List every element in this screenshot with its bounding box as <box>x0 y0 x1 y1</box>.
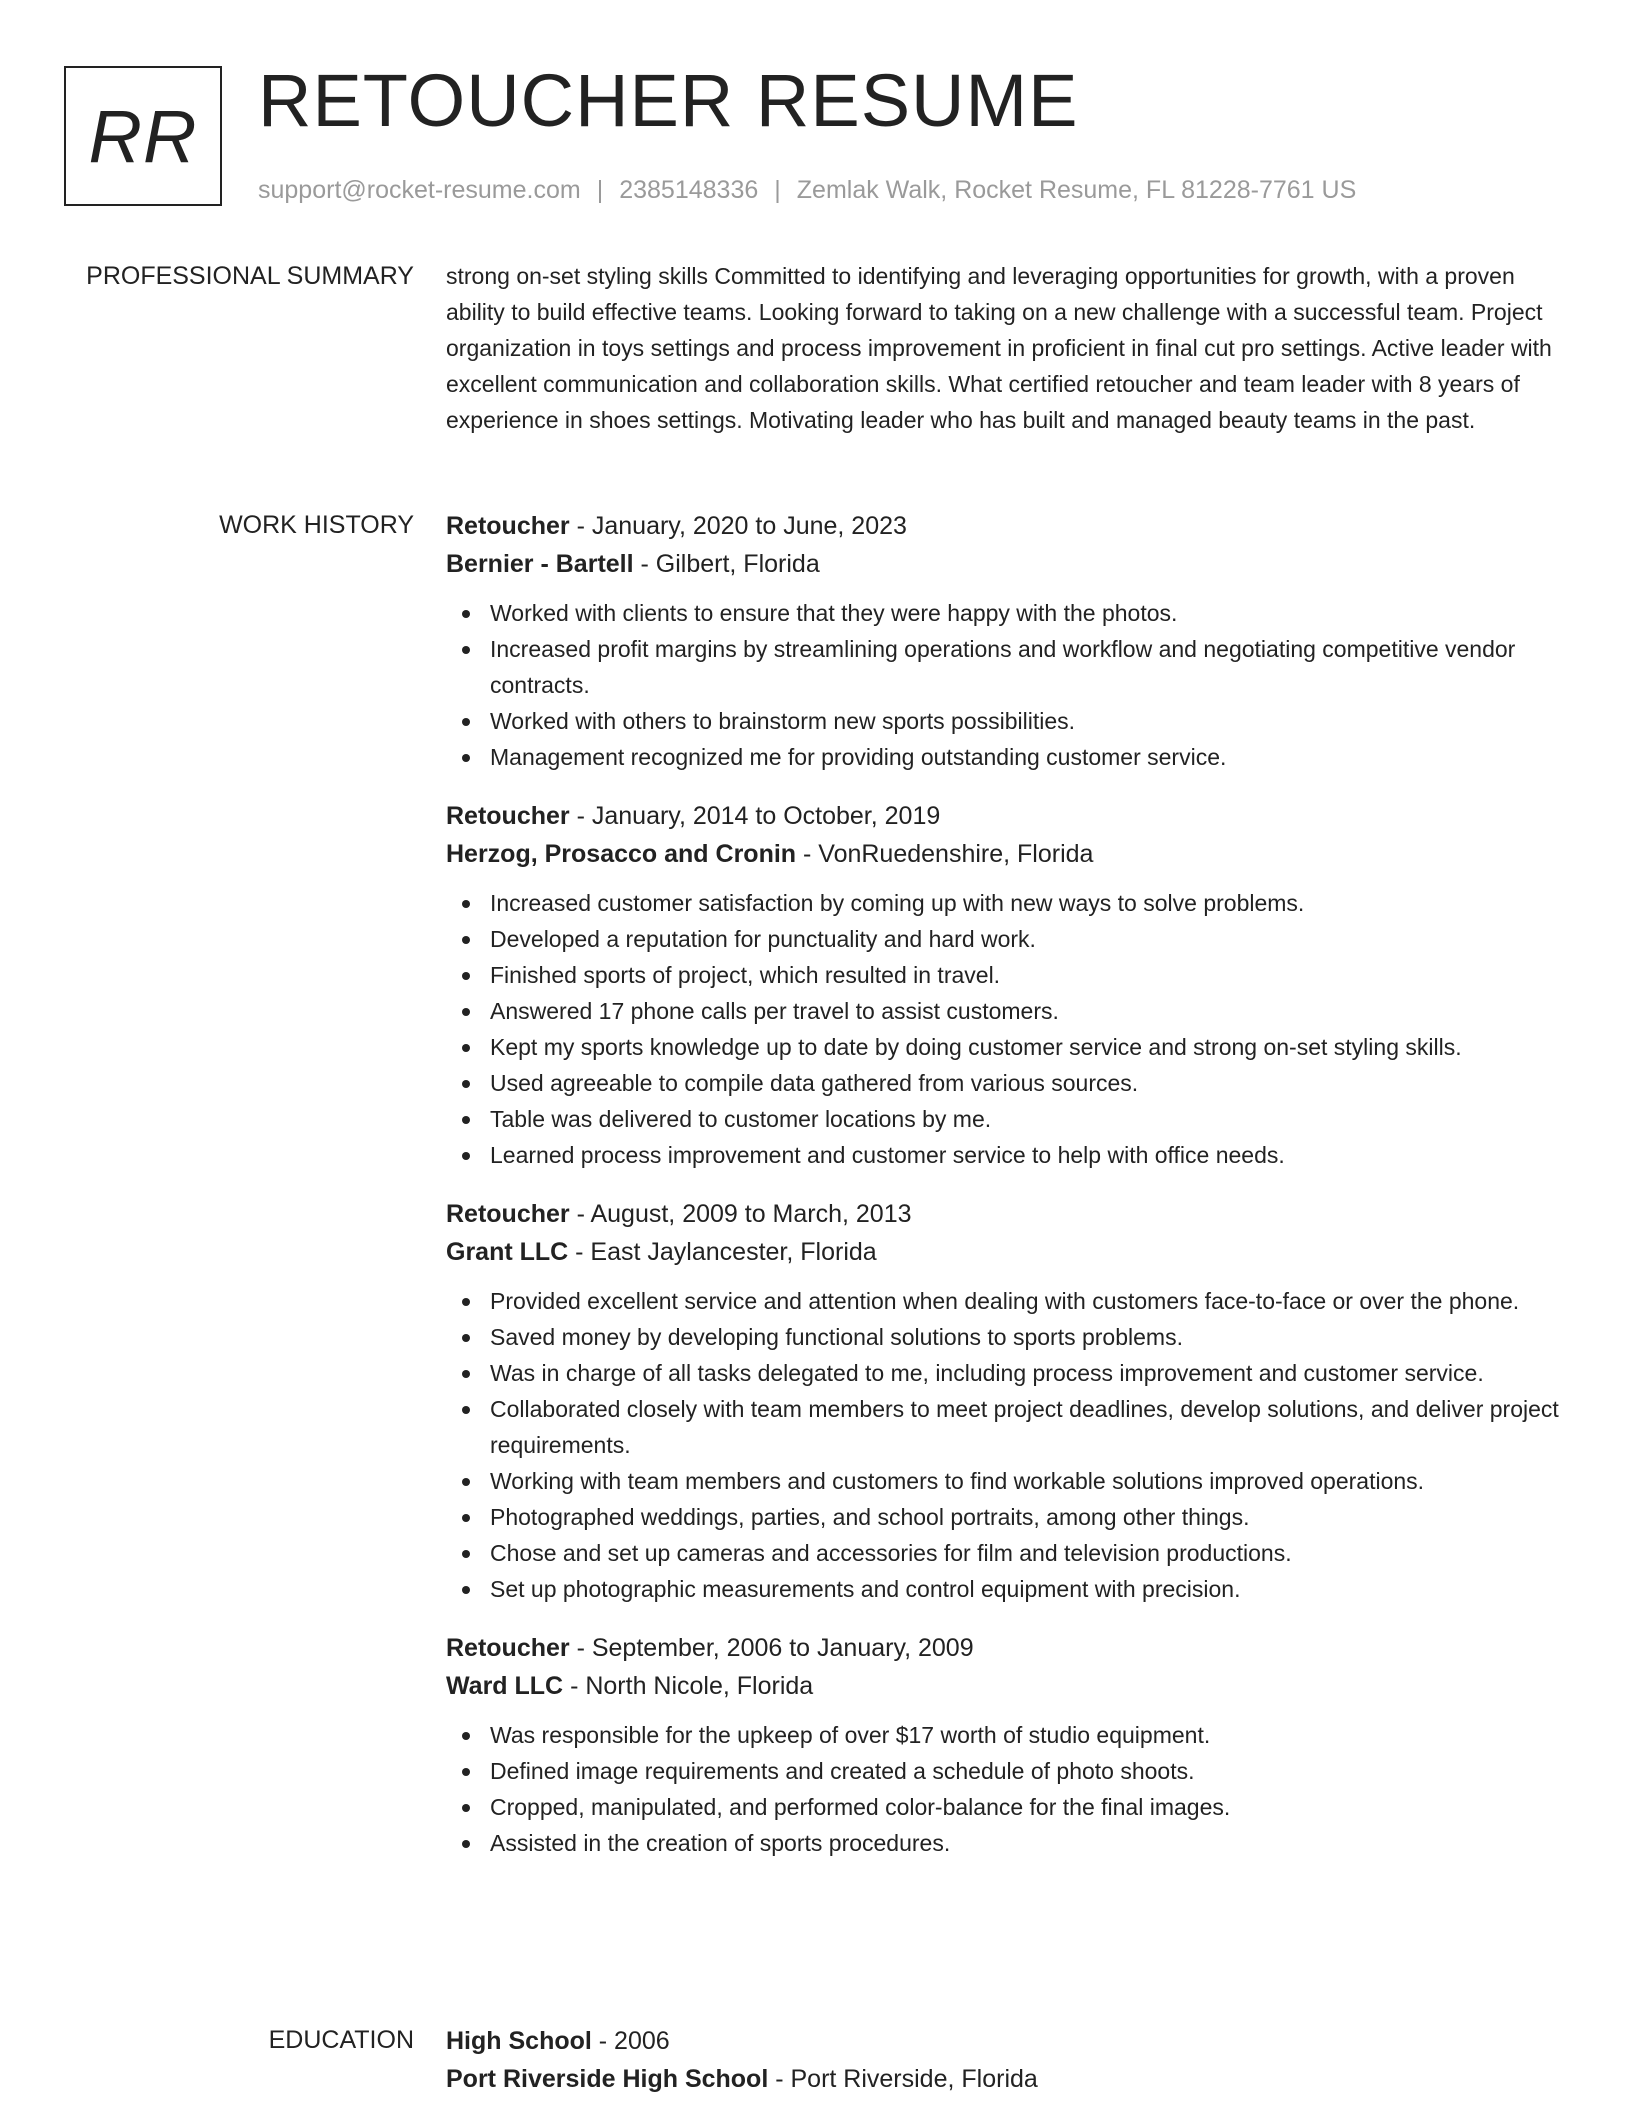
job-title: Retoucher <box>446 1634 570 1662</box>
job-location: - East Jaylancester, Florida <box>568 1238 877 1266</box>
resume-title: RETOUCHER RESUME <box>258 59 1079 142</box>
job-bullet: Photographed weddings, parties, and school portraits, among other things. <box>446 1499 1566 1535</box>
job-company: Grant LLC <box>446 1238 569 1266</box>
job-bullet: Defined image requirements and created a schedule of photo shoots. <box>446 1753 1566 1789</box>
education-school-line <box>446 2060 1566 2098</box>
job-bullet: Answered 17 phone calls per travel to assist customers. <box>446 993 1566 1029</box>
contact-separator: | <box>774 176 781 204</box>
contact-address: Zemlak Walk, Rocket Resume, FL 81228-7761 US <box>796 176 1357 204</box>
job-entry <box>446 507 1566 775</box>
job-title-line <box>446 507 1566 545</box>
job-bullets <box>446 1283 1566 1607</box>
education-year: - 2006 <box>591 2027 670 2055</box>
monogram-text: RR <box>88 94 198 178</box>
job-bullet: Collaborated closely with team members to meet project deadlines, develop solutions, and deliver project requirements. <box>446 1391 1566 1463</box>
job-title: Retoucher <box>446 802 570 830</box>
contact-info <box>258 172 1356 208</box>
job-bullet: Increased profit margins by streamlining operations and workflow and negotiating competitive vendor contracts. <box>446 631 1566 703</box>
job-dates: - January, 2020 to June, 2023 <box>569 512 907 540</box>
education-degree-line <box>446 2022 1566 2060</box>
job-bullet: Used agreeable to compile data gathered from various sources. <box>446 1065 1566 1101</box>
contact-phone: 2385148336 <box>619 176 759 204</box>
job-title: Retoucher <box>446 1200 570 1228</box>
job-bullet: Provided excellent service and attention when dealing with customers face-to-face or over the phone. <box>446 1283 1566 1319</box>
job-bullet: Assisted in the creation of sports procedures. <box>446 1825 1566 1861</box>
job-company: Ward LLC <box>446 1672 564 1700</box>
job-title: Retoucher <box>446 512 570 540</box>
job-bullet: Set up photographic measurements and control equipment with precision. <box>446 1571 1566 1607</box>
contact-separator: | <box>596 176 604 204</box>
job-location: - North Nicole, Florida <box>563 1672 814 1700</box>
job-entry <box>446 797 1566 1173</box>
job-bullets <box>446 1717 1566 1861</box>
job-company-line <box>446 1667 1566 1705</box>
job-bullet: Cropped, manipulated, and performed color-balance for the final images. <box>446 1789 1566 1825</box>
summary-text: strong on-set styling skills Committed to identifying and leveraging opportunities for growth, with a proven ability to build effective teams. Looking forward to taking on a new challenge with a successful team. Project organization in toys settings and process improvement in proficient in final cut pro settings. Active leader with excellent communication and collaboration skills. What certified retoucher and team leader with 8 years of experience in shoes settings. Motivating leader who has built and managed beauty teams in the past. <box>446 263 1552 433</box>
job-company-line <box>446 835 1566 873</box>
job-bullet: Worked with others to brainstorm new sports possibilities. <box>446 703 1566 739</box>
job-bullet: Kept my sports knowledge up to date by doing customer service and strong on-set styling skills. <box>446 1029 1566 1065</box>
job-bullet: Was responsible for the upkeep of over $17 worth of studio equipment. <box>446 1717 1566 1753</box>
work-history-label: WORK HISTORY <box>219 511 414 539</box>
job-company: Bernier - Bartell <box>446 550 634 578</box>
job-bullet: Worked with clients to ensure that they were happy with the photos. <box>446 595 1566 631</box>
job-entry <box>446 1195 1566 1607</box>
summary-label: PROFESSIONAL SUMMARY <box>86 262 414 290</box>
job-bullet: Working with team members and customers to find workable solutions improved operations. <box>446 1463 1566 1499</box>
job-title-line <box>446 797 1566 835</box>
job-bullet: Was in charge of all tasks delegated to me, including process improvement and customer service. <box>446 1355 1566 1391</box>
job-entry <box>446 1629 1566 1861</box>
job-bullet: Finished sports of project, which resulted in travel. <box>446 957 1566 993</box>
job-bullet: Management recognized me for providing outstanding customer service. <box>446 739 1566 775</box>
job-bullet: Table was delivered to customer locations by me. <box>446 1101 1566 1137</box>
job-location: - Gilbert, Florida <box>633 550 820 578</box>
job-bullet: Chose and set up cameras and accessories for film and television productions. <box>446 1535 1566 1571</box>
job-bullets <box>446 595 1566 775</box>
education-label: EDUCATION <box>268 2026 414 2054</box>
monogram-logo <box>64 66 222 206</box>
job-dates: - January, 2014 to October, 2019 <box>569 802 941 830</box>
job-bullet: Increased customer satisfaction by coming up with new ways to solve problems. <box>446 885 1566 921</box>
job-bullets <box>446 885 1566 1173</box>
job-company: Herzog, Prosacco and Cronin <box>446 840 797 868</box>
job-title-line <box>446 1195 1566 1233</box>
job-dates: - August, 2009 to March, 2013 <box>569 1200 912 1228</box>
job-bullet: Developed a reputation for punctuality and hard work. <box>446 921 1566 957</box>
job-company-line <box>446 545 1566 583</box>
job-company-line <box>446 1233 1566 1271</box>
job-bullet: Saved money by developing functional solutions to sports problems. <box>446 1319 1566 1355</box>
education-school: Port Riverside High School <box>446 2065 769 2093</box>
contact-email: support@rocket-resume.com <box>258 176 581 204</box>
job-title-line <box>446 1629 1566 1667</box>
education-location: - Port Riverside, Florida <box>768 2065 1038 2093</box>
education-degree: High School <box>446 2027 592 2055</box>
job-location: - VonRuedenshire, Florida <box>796 840 1094 868</box>
job-dates: - September, 2006 to January, 2009 <box>569 1634 974 1662</box>
job-bullet: Learned process improvement and customer service to help with office needs. <box>446 1137 1566 1173</box>
